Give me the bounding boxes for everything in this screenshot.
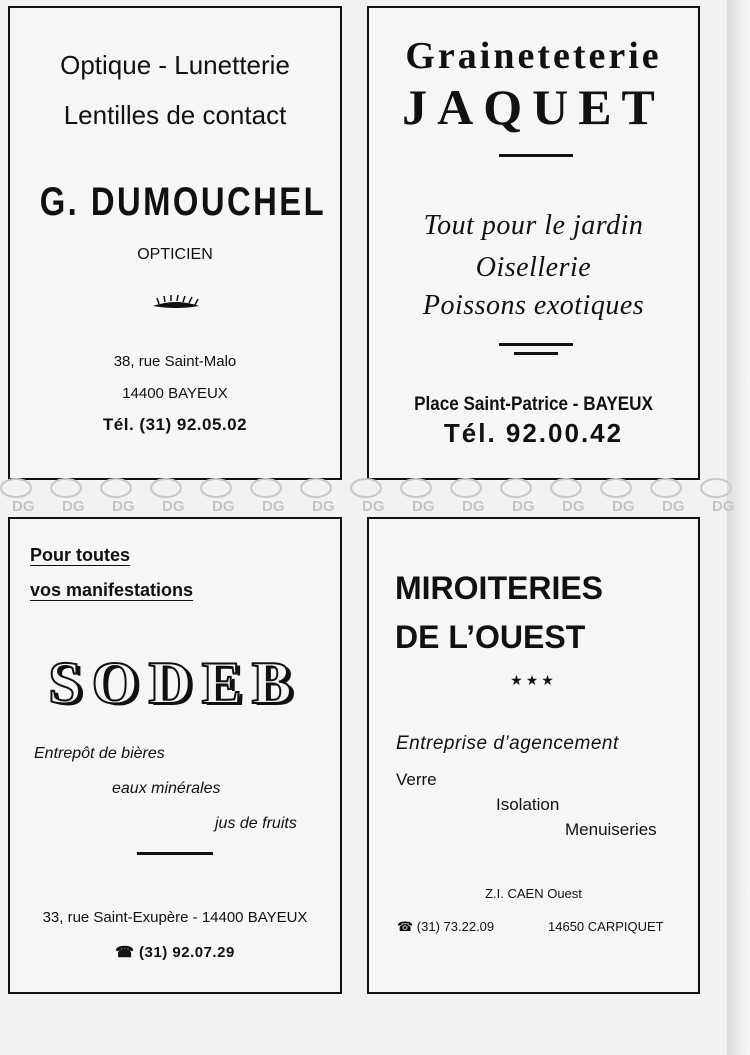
eyelash-icon	[151, 294, 201, 314]
watermark-text: DG	[462, 498, 485, 515]
watermark-text: DG	[662, 498, 685, 515]
watermark-text: DG	[262, 498, 285, 515]
ad-optician-city: 14400 BAYEUX	[122, 385, 228, 402]
ad-graineteterie-address: Place Saint-Patrice - BAYEUX	[414, 394, 653, 415]
ad-sodeb-line2: vos manifestations	[30, 580, 194, 600]
watermark-text: DG	[712, 498, 735, 515]
ad-optician-phone: Tél. (31) 92.05.02	[102, 415, 248, 434]
watermark-text: DG	[312, 498, 335, 515]
ad-sodeb-line1: Pour toutes	[30, 545, 131, 565]
ad-graineteterie-phone: Tél. 92.00.42	[443, 418, 624, 448]
ad-optician-street: 38, rue Saint-Malo	[113, 353, 237, 370]
ad-miroiteries-city: 14650 CARPIQUET	[548, 919, 664, 934]
divider	[499, 343, 573, 346]
ad-miroiteries-name1: MIROITERIES	[395, 570, 604, 606]
watermark-text: DG	[162, 498, 185, 515]
watermark-text: DG	[212, 498, 235, 515]
ad-graineteterie	[367, 6, 700, 480]
ad-sodeb-item3: jus de fruits	[215, 815, 297, 832]
page-edge	[727, 0, 750, 1055]
ad-graineteterie-title1: Graineteterie	[405, 35, 662, 77]
watermark-text: DG	[62, 498, 85, 515]
watermark-text: DG	[12, 498, 35, 515]
watermark-text: DG	[562, 498, 585, 515]
watermark-strip	[0, 478, 735, 518]
ad-sodeb-name: SODEB	[48, 650, 302, 716]
ad-miroiteries-item3: Menuiseries	[565, 820, 657, 839]
ad-graineteterie-script3: Poissons exotiques	[422, 290, 645, 321]
ad-miroiteries	[367, 517, 700, 994]
ad-sodeb-address: 33, rue Saint-Exupère - 14400 BAYEUX	[42, 909, 308, 926]
ad-sodeb-phone: ☎ (31) 92.07.29	[115, 944, 235, 961]
ad-optician-profession: OPTICIEN	[137, 246, 213, 263]
ad-optician-line2: Lentilles de contact	[63, 100, 287, 130]
stars-icon: ★★★	[510, 672, 557, 688]
ad-optician-name: G. DUMOUCHEL	[39, 180, 327, 224]
divider	[137, 852, 213, 855]
ad-miroiteries-tagline: Entreprise d’agencement	[396, 733, 619, 754]
ad-miroiteries-item2: Isolation	[496, 795, 560, 814]
ad-graineteterie-title2: JAQUET	[402, 79, 665, 135]
ad-optician	[8, 6, 342, 480]
ad-miroiteries-name2: DE L’OUEST	[395, 619, 586, 655]
ad-graineteterie-script1: Tout pour le jardin	[423, 210, 644, 241]
ad-sodeb	[8, 517, 342, 994]
watermark-text: DG	[612, 498, 635, 515]
ad-sodeb-item1: Entrepôt de bières	[34, 745, 165, 762]
divider-short	[514, 352, 558, 355]
ad-miroiteries-zone: Z.I. CAEN Ouest	[485, 886, 582, 901]
watermark-text: DG	[512, 498, 535, 515]
ad-sodeb-item2: eaux minérales	[112, 780, 221, 797]
divider	[499, 154, 573, 157]
ad-graineteterie-script2: Oisellerie	[475, 252, 592, 283]
watermark-text: DG	[362, 498, 385, 515]
ad-miroiteries-phone: ☎ (31) 73.22.09	[397, 919, 495, 934]
watermark-text: DG	[112, 498, 135, 515]
ad-miroiteries-item1: Verre	[396, 770, 437, 789]
watermark-text: DG	[412, 498, 435, 515]
ad-optician-line1: Optique - Lunetterie	[60, 50, 290, 80]
